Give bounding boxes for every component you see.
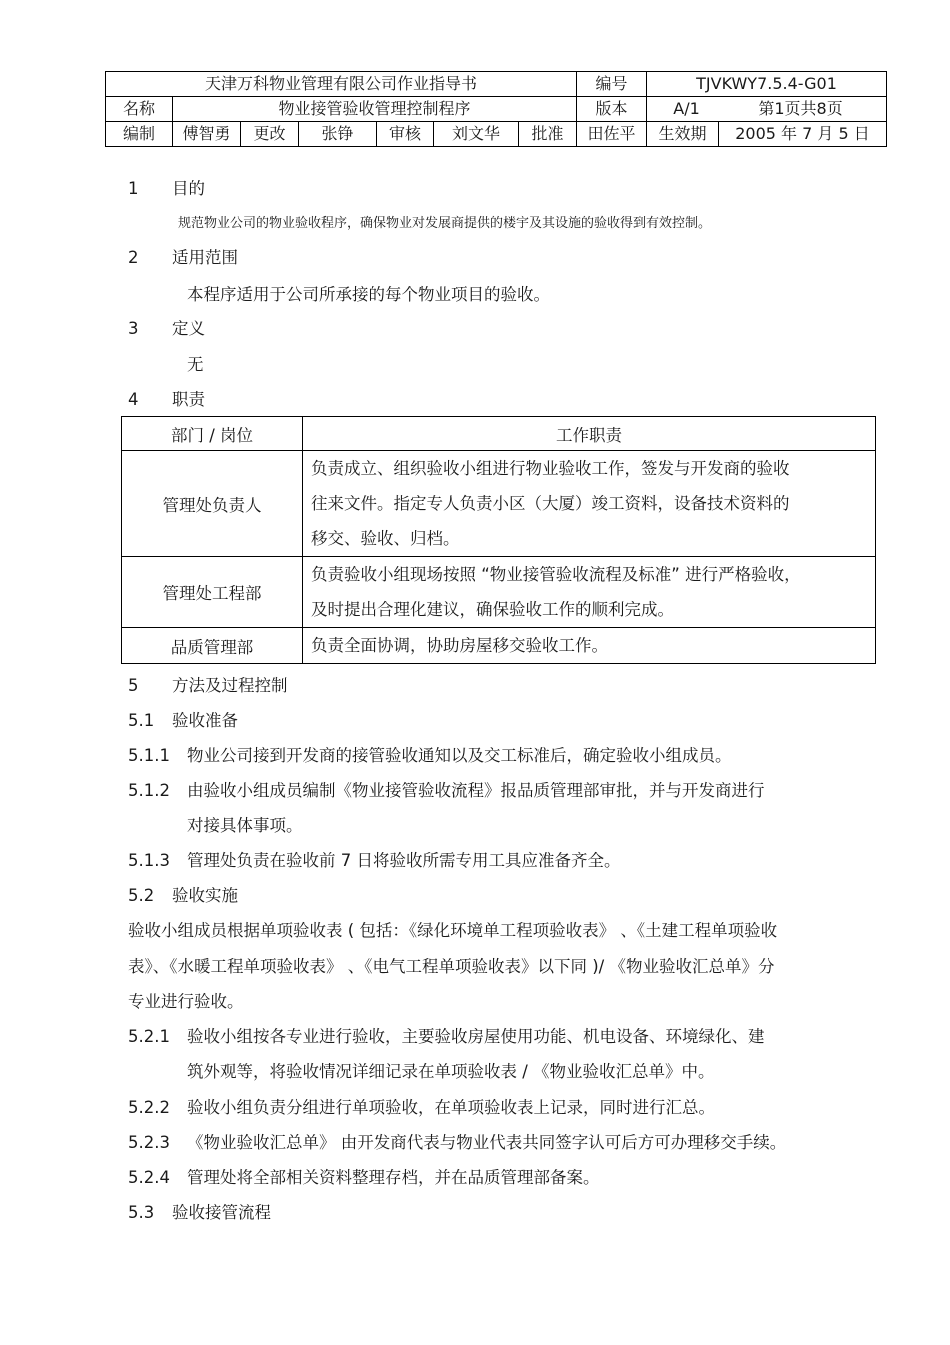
reviser: 张铮: [299, 122, 377, 147]
section-5-2-3-text: 《物业验收汇总单》 由开发商代表与物业代表共同签字认可后方可办理移交手续。: [187, 1133, 787, 1152]
section-5-2-2-text: 验收小组负责分组进行单项验收，在单项验收表上记录，同时进行汇总。: [187, 1098, 715, 1117]
dept-cell: 管理处负责人: [122, 451, 303, 557]
col-duty-header: 工作职责: [303, 417, 876, 451]
duty-cell: [303, 451, 876, 557]
section-2-body: 本程序适用于公司所承接的每个物业项目的验收。: [187, 285, 550, 304]
section-2-number: 2: [128, 248, 139, 267]
section-5-1-number: 5.1: [128, 711, 155, 730]
section-5-1-3-text: 管理处负责在验收前 7 日将验收所需专用工具应准备齐全。: [187, 851, 621, 870]
section-5-1-3-number: 5.1.3: [128, 851, 170, 870]
section-1-body: 规范物业公司的物业验收程序，确保物业对发展商提供的楼宇及其设施的验收得到有效控制。: [178, 216, 712, 231]
name-label: 名称: [106, 97, 173, 122]
table-row: [122, 557, 876, 628]
section-5-1-1-text: 物业公司接到开发商的接管验收通知以及交工标准后，确定验收小组成员。: [187, 746, 732, 765]
section-5-1-2-line: 对接具体事项。: [187, 816, 303, 835]
revise-label: 更改: [241, 122, 299, 147]
responsibility-table: [121, 416, 876, 664]
version-cell: [647, 97, 887, 122]
duty-line: 负责验收小组现场按照 “物业接管验收流程及标准” 进行严格验收，: [311, 565, 801, 584]
approver: 田佐平: [577, 122, 647, 147]
dept-cell: 管理处工程部: [122, 557, 303, 628]
duty-line: 移交、验收、归档。: [311, 529, 460, 548]
col-dept-header: 部门 / 岗位: [122, 417, 303, 451]
section-5-2-4-number: 5.2.4: [128, 1168, 170, 1187]
section-5-number: 5: [128, 676, 139, 695]
section-1-number: 1: [128, 179, 139, 198]
section-5-2-body-line: 表》、《水暖工程单项验收表》 、《电气工程单项验收表》以下同 )/ 《物业验收汇总单》分: [128, 957, 775, 976]
page-info: 第1页共8页: [758, 99, 843, 118]
name-value: 物业接管验收管理控制程序: [173, 97, 577, 122]
section-4-title: 职责: [172, 390, 205, 409]
section-5-2-body-line: 验收小组成员根据单项验收表 ( 包括：《绿化环境单工程项验收表》 、《土建工程单项验收: [128, 921, 778, 940]
author-label: 编制: [106, 122, 173, 147]
section-5-1-2-line: 由验收小组成员编制《物业接管验收流程》报品质管理部审批，并与开发商进行: [187, 781, 765, 800]
duty-line: 及时提出合理化建议，确保验收工作的顺利完成。: [311, 600, 674, 619]
approve-label: 批准: [519, 122, 577, 147]
duty-line: 负责全面协调，协助房屋移交验收工作。: [311, 636, 608, 655]
section-5-1-title: 验收准备: [172, 711, 238, 730]
effective-date: 2005 年 7 月 5 日: [719, 122, 887, 147]
code-label: 编号: [577, 72, 647, 97]
reviewer: 刘文华: [434, 122, 519, 147]
header-title: 天津万科物业管理有限公司作业指导书: [106, 72, 577, 97]
version-label: 版本: [577, 97, 647, 122]
section-5-title: 方法及过程控制: [172, 676, 288, 695]
section-3-title: 定义: [172, 319, 205, 338]
section-5-2-1-line: 验收小组按各专业进行验收，主要验收房屋使用功能、机电设备、环境绿化、建: [187, 1027, 765, 1046]
duty-cell: [303, 628, 876, 664]
duty-line: 负责成立、组织验收小组进行物业验收工作，签发与开发商的验收: [311, 459, 790, 478]
effective-label: 生效期: [647, 122, 719, 147]
dept-cell: 品质管理部: [122, 628, 303, 664]
section-5-1-1-number: 5.1.1: [128, 746, 170, 765]
section-3-number: 3: [128, 319, 139, 338]
section-2-title: 适用范围: [172, 248, 238, 267]
document-header-table: [105, 71, 887, 147]
section-3-body: 无: [187, 355, 204, 374]
section-5-2-body-line: 专业进行验收。: [128, 992, 244, 1011]
section-5-2-1-number: 5.2.1: [128, 1027, 170, 1046]
review-label: 审核: [377, 122, 434, 147]
section-5-2-title: 验收实施: [172, 886, 238, 905]
section-5-3-title: 验收接管流程: [172, 1203, 271, 1222]
duty-cell: [303, 557, 876, 628]
section-5-3-number: 5.3: [128, 1203, 155, 1222]
section-1-title: 目的: [172, 179, 205, 198]
section-5-2-number: 5.2: [128, 886, 155, 905]
author: 傅智勇: [173, 122, 241, 147]
section-5-2-1-line: 筑外观等，将验收情况详细记录在单项验收表 / 《物业验收汇总单》中。: [187, 1062, 715, 1081]
code-value: TJVKWY7.5.4-G01: [647, 72, 887, 97]
version-value: A/1: [673, 99, 700, 118]
duty-line: 往来文件。指定专人负责小区（大厦）竣工资料，设备技术资料的: [311, 494, 790, 513]
section-5-2-3-number: 5.2.3: [128, 1133, 170, 1152]
section-5-1-2-number: 5.1.2: [128, 781, 170, 800]
table-row: [122, 451, 876, 557]
table-row: [122, 628, 876, 664]
section-5-2-4-text: 管理处将全部相关资料整理存档，并在品质管理部备案。: [187, 1168, 600, 1187]
section-4-number: 4: [128, 390, 139, 409]
section-5-2-2-number: 5.2.2: [128, 1098, 170, 1117]
